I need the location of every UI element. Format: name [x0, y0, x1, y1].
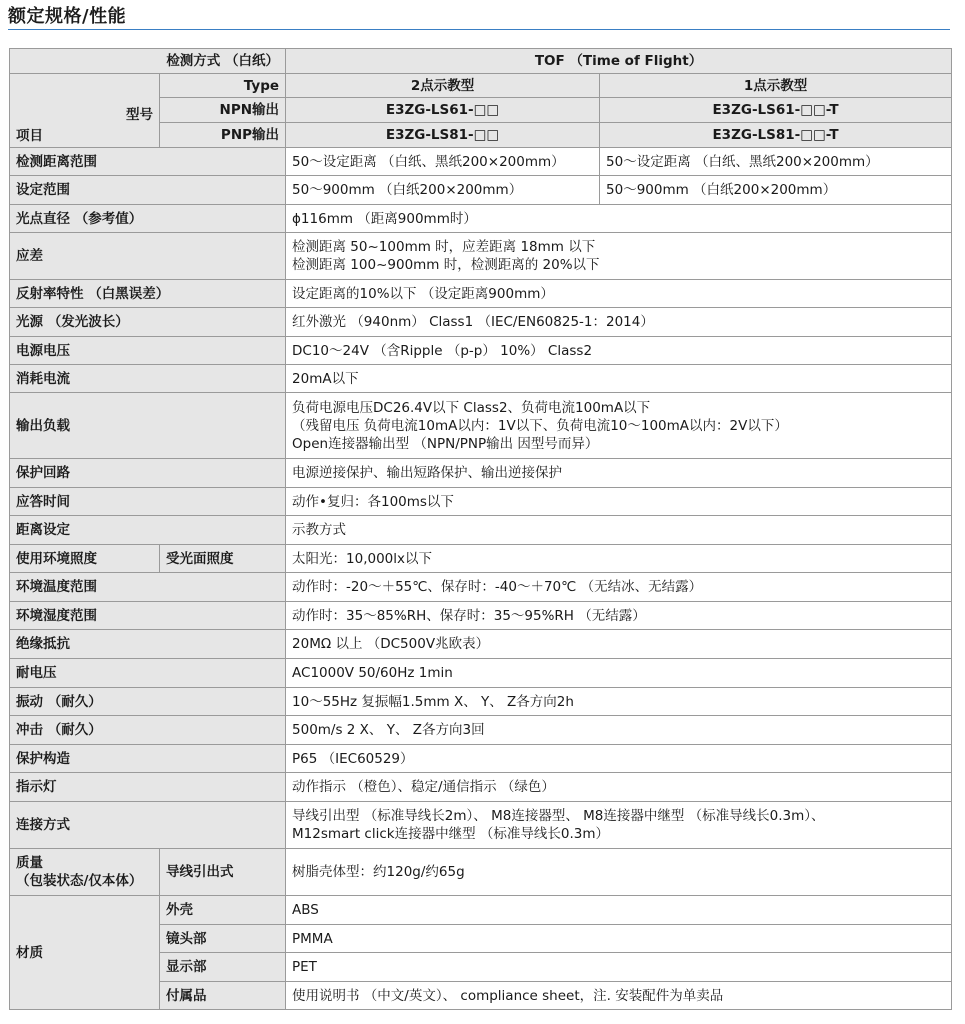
page-title: 额定规格/性能 [8, 6, 127, 27]
table-row [10, 393, 952, 459]
row-value: 太阳光：10,000lx以下 [286, 545, 952, 573]
row-label: 环境湿度范围 [10, 602, 286, 630]
row-label: 光源 （发光波长） [10, 308, 286, 337]
row-label: 消耗电流 [10, 365, 286, 393]
table-row [10, 308, 952, 337]
table-row [10, 896, 952, 925]
row-sublabel: 导线引出式 [160, 849, 286, 896]
table-row [10, 148, 952, 176]
table-row [10, 602, 952, 630]
row-value: 动作时：-20～＋55℃、保存时：-40～＋70℃ （无结冰、无结露） [286, 573, 952, 602]
row-value: 20mA以下 [286, 365, 952, 393]
row-label: 指示灯 [10, 773, 286, 802]
row-value: 50～设定距离 （白纸、黑纸200×200mm） [286, 148, 600, 176]
table-row [10, 233, 952, 280]
row-label: 应差 [10, 233, 286, 280]
table-row [10, 205, 952, 233]
row-label: 电源电压 [10, 337, 286, 365]
table-row [10, 488, 952, 516]
row-label: 距离设定 [10, 516, 286, 545]
row-label: 连接方式 [10, 802, 286, 849]
row-label: 冲击 （耐久） [10, 716, 286, 745]
row-label: 环境温度范围 [10, 573, 286, 602]
row-label: 检测距离范围 [10, 148, 286, 176]
header-row-detect-method [10, 49, 952, 74]
row-sublabel: 付属品 [160, 982, 286, 1010]
row-sublabel: 受光面照度 [160, 545, 286, 573]
table-row [10, 573, 952, 602]
model-label: 型号 [126, 107, 153, 123]
row-label: 保护回路 [10, 459, 286, 488]
type-1pt: 1点示教型 [600, 74, 952, 98]
row-value: 导线引出型 （标准导线长2m）、 M8连接器型、 M8连接器中继型 （标准导线长0.3m）、 M12smart click连接器中继型 （标准导线长0.3m） [286, 802, 952, 849]
row-value: 50～900mm （白纸200×200mm） [600, 176, 952, 205]
header-row-type [10, 74, 952, 98]
table-row [10, 773, 952, 802]
row-value: 电源逆接保护、输出短路保护、输出逆接保护 [286, 459, 952, 488]
row-value: 负荷电源电压DC26.4V以下 Class2、负荷电流100mA以下 （残留电压 负荷电流10mA以内：1V以下、负荷电流10～100mA以内：2V以下） Open连接器输出型 （NPN/PNP输出 因型号而异） [286, 393, 952, 459]
row-value: 使用说明书 （中文/英文）、 compliance sheet，注. 安装配件为单卖品 [286, 982, 952, 1010]
row-label: 使用环境照度 [10, 545, 160, 573]
row-label: 输出负载 [10, 393, 286, 459]
table-row [10, 745, 952, 773]
model-item-cell [10, 74, 160, 148]
row-value: ABS [286, 896, 952, 925]
row-sublabel: 镜头部 [160, 925, 286, 953]
row-label: 振动 （耐久） [10, 688, 286, 716]
row-value: PET [286, 953, 952, 982]
row-label: 保护构造 [10, 745, 286, 773]
pnp-label: PNP输出 [160, 123, 286, 148]
row-label: 材质 [10, 896, 160, 1010]
row-value: 动作时：35～85%RH、保存时：35～95%RH （无结露） [286, 602, 952, 630]
table-row [10, 516, 952, 545]
row-value: 设定距离的10%以下 （设定距离900mm） [286, 280, 952, 308]
row-value: 检测距离 50~100mm 时，应差距离 18mm 以下 检测距离 100~900mm 时，检测距离的 20%以下 [286, 233, 952, 280]
row-value: PMMA [286, 925, 952, 953]
row-value: 20MΩ 以上 （DC500V兆欧表） [286, 630, 952, 659]
row-sublabel: 显示部 [160, 953, 286, 982]
row-value: 示教方式 [286, 516, 952, 545]
row-value: 500m/s 2 X、 Y、 Z各方向3回 [286, 716, 952, 745]
table-row [10, 659, 952, 688]
row-label: 绝缘抵抗 [10, 630, 286, 659]
npn-label: NPN输出 [160, 98, 286, 123]
title-divider [8, 29, 950, 30]
row-value: 50～设定距离 （白纸、黑纸200×200mm） [600, 148, 952, 176]
row-value: DC10～24V （含Ripple （p-p） 10%） Class2 [286, 337, 952, 365]
table-row [10, 176, 952, 205]
table-row [10, 365, 952, 393]
row-value: 树脂壳体型：约120g/约65g [286, 849, 952, 896]
row-value: P65 （IEC60529） [286, 745, 952, 773]
row-value: 动作指示 （橙色）、稳定/通信指示 （绿色） [286, 773, 952, 802]
spec-table [9, 48, 952, 1010]
row-value: AC1000V 50/60Hz 1min [286, 659, 952, 688]
pnp-model-1pt: E3ZG-LS81-□□-T [600, 123, 952, 148]
row-value: 50～900mm （白纸200×200mm） [286, 176, 600, 205]
row-label: 光点直径 （参考值） [10, 205, 286, 233]
row-value: 动作•复归：各100ms以下 [286, 488, 952, 516]
pnp-model-2pt: E3ZG-LS81-□□ [286, 123, 600, 148]
row-label: 设定范围 [10, 176, 286, 205]
row-sublabel: 外壳 [160, 896, 286, 925]
row-label: 耐电压 [10, 659, 286, 688]
table-row [10, 802, 952, 849]
row-value: 红外激光 （940nm） Class1 （IEC/EN60825-1：2014） [286, 308, 952, 337]
item-label: 项目 [16, 128, 43, 144]
row-label: 反射率特性 （白黑误差） [10, 280, 286, 308]
row-label: 应答时间 [10, 488, 286, 516]
row-value: 10～55Hz 复振幅1.5mm X、 Y、 Z各方向2h [286, 688, 952, 716]
npn-model-1pt: E3ZG-LS61-□□-T [600, 98, 952, 123]
table-row [10, 688, 952, 716]
table-row [10, 337, 952, 365]
detect-method-label: 检测方式 （白纸） [10, 49, 286, 74]
detect-method-value: TOF （Time of Flight） [286, 49, 952, 74]
row-label: 质量 （包装状态/仅本体） [10, 849, 160, 896]
row-value: ϕ116mm （距离900mm时） [286, 205, 952, 233]
type-2pt: 2点示教型 [286, 74, 600, 98]
table-row [10, 545, 952, 573]
table-row [10, 280, 952, 308]
table-row [10, 630, 952, 659]
table-row [10, 849, 952, 896]
npn-model-2pt: E3ZG-LS61-□□ [286, 98, 600, 123]
table-row [10, 459, 952, 488]
type-label: Type [160, 74, 286, 98]
table-row [10, 716, 952, 745]
